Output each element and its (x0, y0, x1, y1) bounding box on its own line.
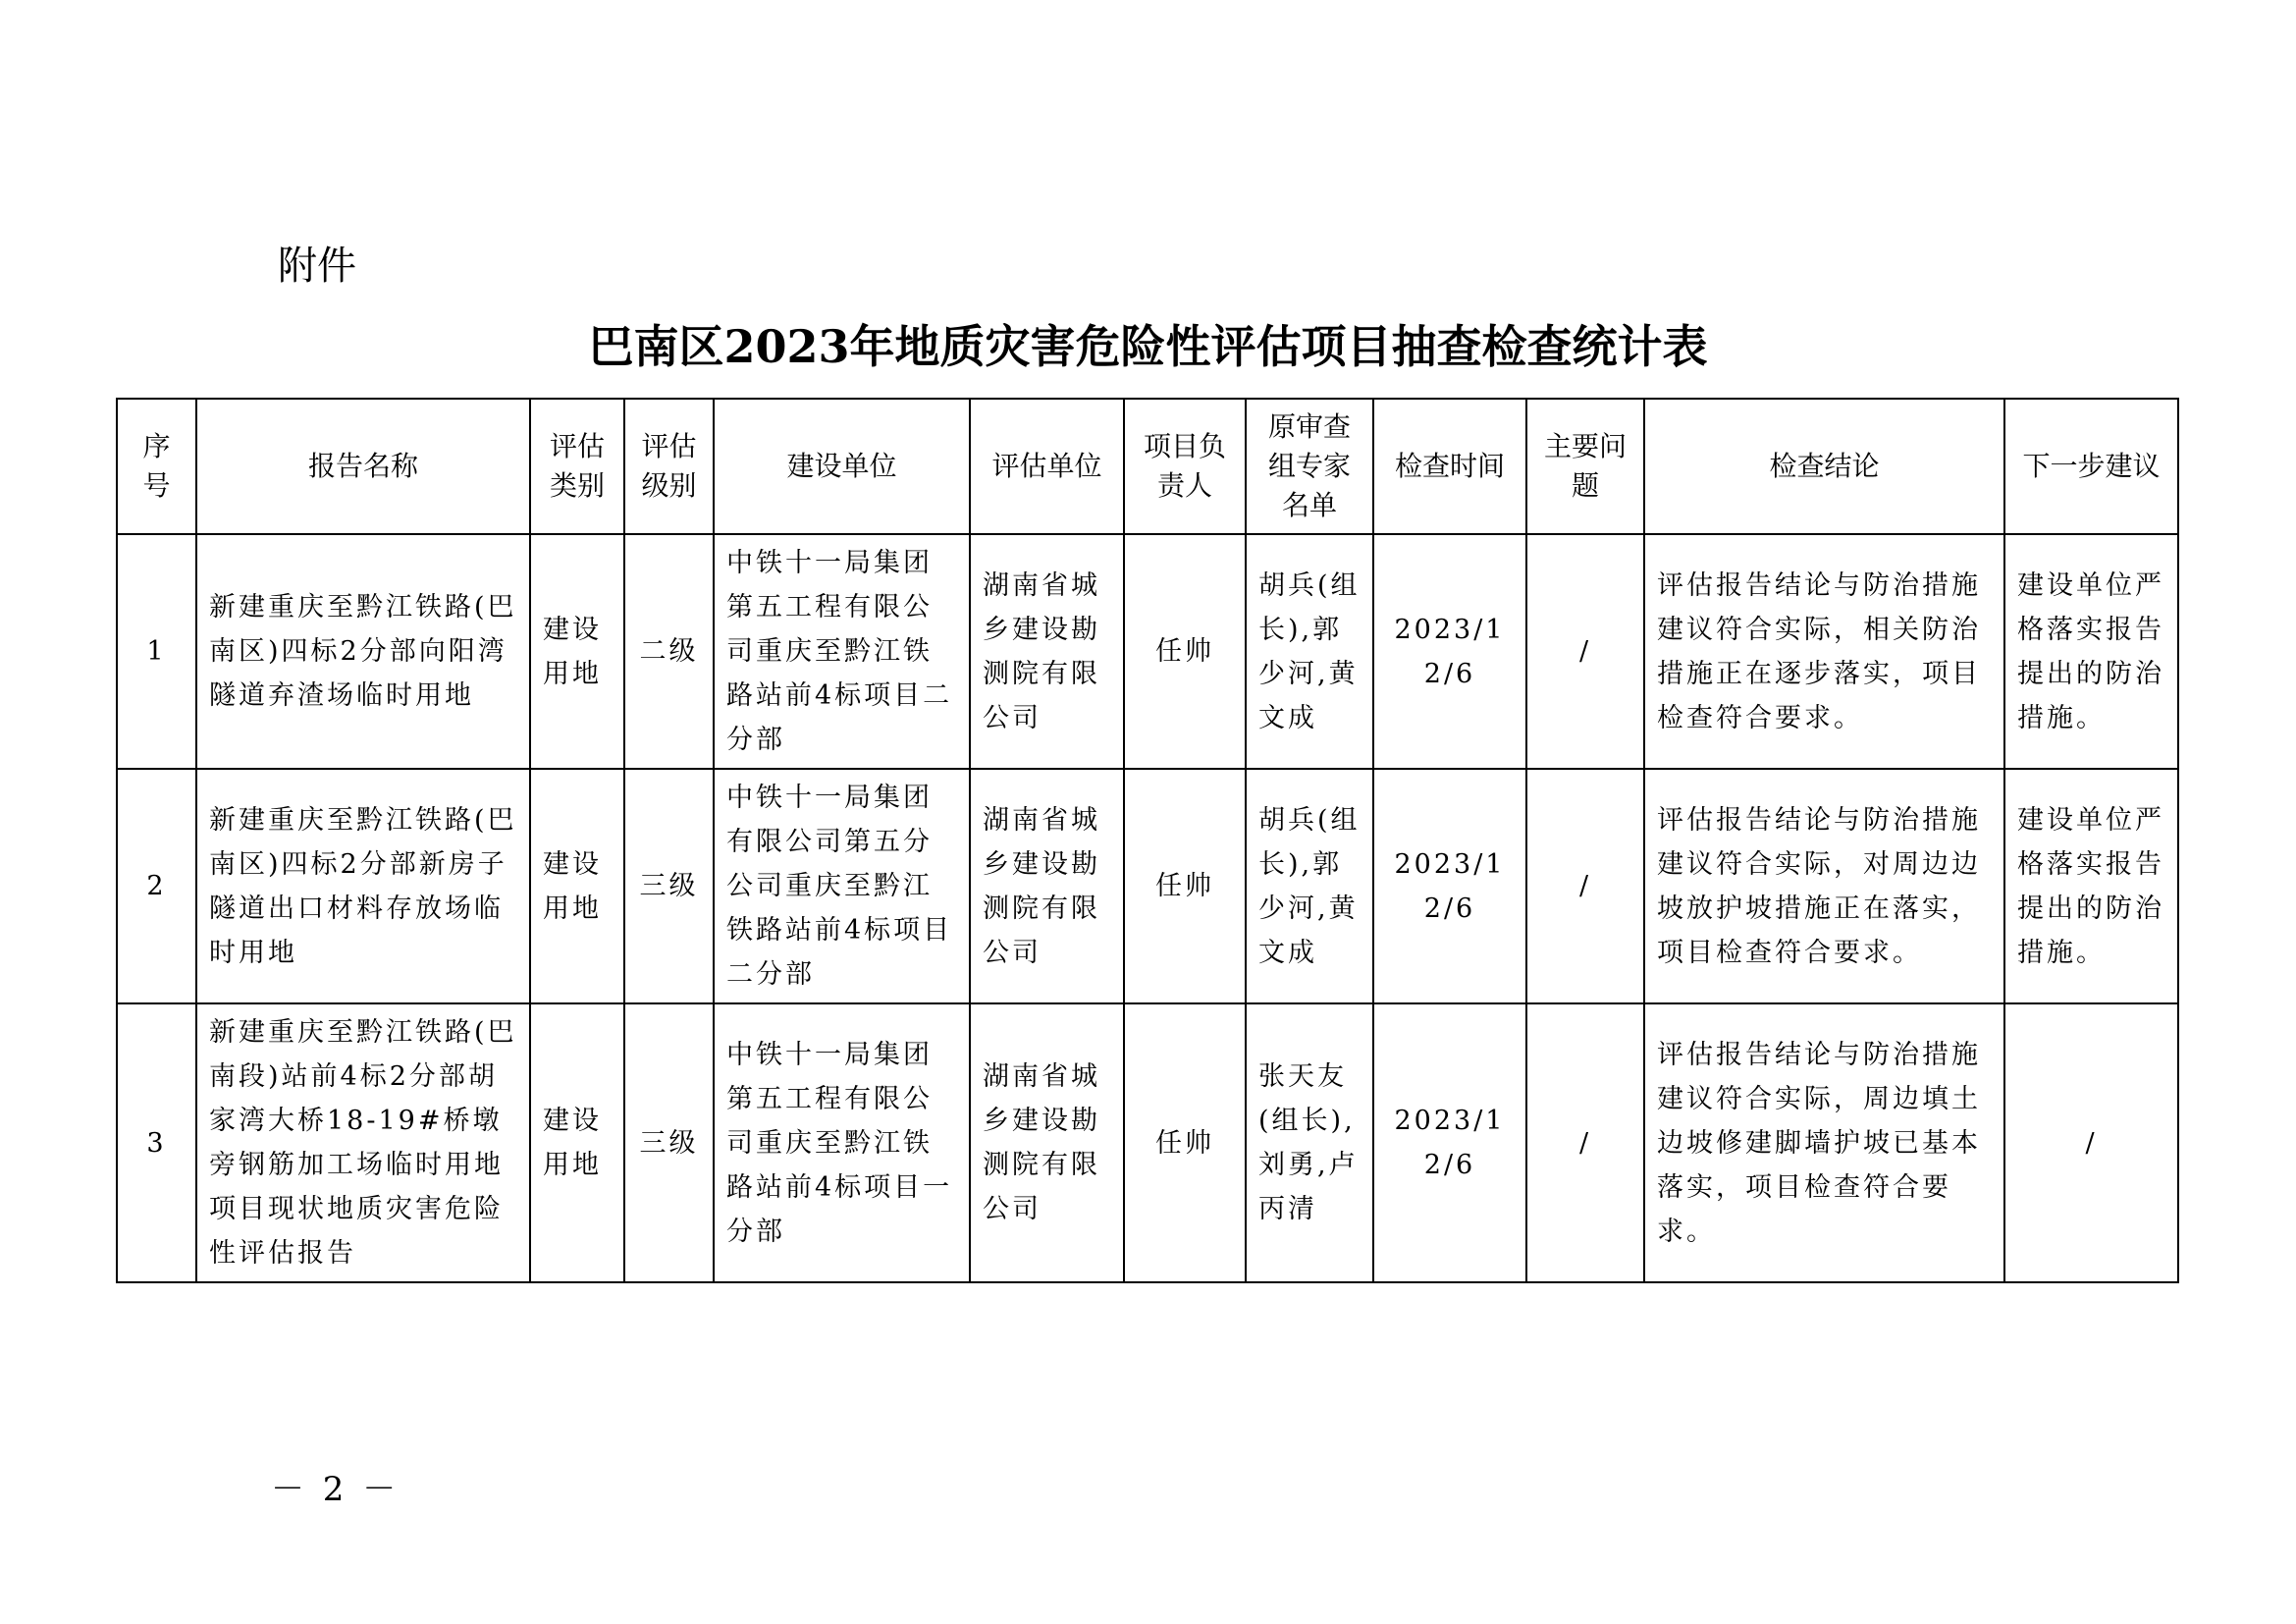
attachment-label: 附件 (278, 244, 356, 289)
cell-check-date: 2023/12/6 (1373, 1003, 1526, 1282)
cell-evaluation-unit: 湖南省城乡建设勘测院有限公司 (970, 769, 1124, 1003)
cell-main-issues: / (1526, 769, 1644, 1003)
header-check-date: 检查时间 (1373, 399, 1526, 534)
header-review-experts: 原审查组专家名单 (1246, 399, 1373, 534)
cell-report-name: 新建重庆至黔江铁路(巴南区)四标2分部向阳湾隧道弃渣场临时用地 (196, 534, 530, 769)
cell-seq: 1 (117, 534, 196, 769)
table-header-row (117, 399, 2178, 534)
cell-evaluation-unit: 湖南省城乡建设勘测院有限公司 (970, 1003, 1124, 1282)
cell-next-steps: 建设单位严格落实报告提出的防治措施。 (2004, 534, 2178, 769)
cell-project-lead: 任帅 (1124, 534, 1246, 769)
cell-project-lead: 任帅 (1124, 1003, 1246, 1282)
cell-report-name: 新建重庆至黔江铁路(巴南区)四标2分部新房子隧道出口材料存放场临时用地 (196, 769, 530, 1003)
table-row (117, 534, 2178, 769)
header-main-issues: 主要问题 (1526, 399, 1644, 534)
cell-eval-type: 建设用地 (530, 534, 624, 769)
cell-check-date: 2023/12/6 (1373, 534, 1526, 769)
cell-eval-level: 三级 (624, 1003, 714, 1282)
cell-project-lead: 任帅 (1124, 769, 1246, 1003)
cell-next-steps: 建设单位严格落实报告提出的防治措施。 (2004, 769, 2178, 1003)
header-next-steps: 下一步建议 (2004, 399, 2178, 534)
cell-check-date: 2023/12/6 (1373, 769, 1526, 1003)
cell-review-experts: 胡兵(组长),郭少河,黄文成 (1246, 769, 1373, 1003)
header-conclusion: 检查结论 (1644, 399, 2004, 534)
cell-conclusion: 评估报告结论与防治措施建议符合实际，相关防治措施正在逐步落实，项目检查符合要求。 (1644, 534, 2004, 769)
cell-seq: 2 (117, 769, 196, 1003)
cell-review-experts: 胡兵(组长),郭少河,黄文成 (1246, 534, 1373, 769)
cell-main-issues: / (1526, 1003, 1644, 1282)
table-row (117, 769, 2178, 1003)
header-eval-type: 评估类别 (530, 399, 624, 534)
page-number: － 2 － (271, 1470, 400, 1509)
header-seq: 序号 (117, 399, 196, 534)
cell-report-name: 新建重庆至黔江铁路(巴南段)站前4标2分部胡家湾大桥18-19#桥墩旁钢筋加工场临时用地项目现状地质灾害危险性评估报告 (196, 1003, 530, 1282)
header-evaluation-unit: 评估单位 (970, 399, 1124, 534)
header-construction-unit: 建设单位 (714, 399, 970, 534)
inspection-statistics-table (116, 398, 2179, 1283)
document-title: 巴南区2023年地质灾害危险性评估项目抽查检查统计表 (588, 320, 1708, 373)
cell-construction-unit: 中铁十一局集团第五工程有限公司重庆至黔江铁路站前4标项目二分部 (714, 534, 970, 769)
table-row (117, 1003, 2178, 1282)
header-report-name: 报告名称 (196, 399, 530, 534)
header-project-lead: 项目负责人 (1124, 399, 1246, 534)
cell-eval-type: 建设用地 (530, 769, 624, 1003)
cell-eval-level: 三级 (624, 769, 714, 1003)
cell-evaluation-unit: 湖南省城乡建设勘测院有限公司 (970, 534, 1124, 769)
cell-construction-unit: 中铁十一局集团第五工程有限公司重庆至黔江铁路站前4标项目一分部 (714, 1003, 970, 1282)
cell-seq: 3 (117, 1003, 196, 1282)
cell-construction-unit: 中铁十一局集团有限公司第五分公司重庆至黔江铁路站前4标项目二分部 (714, 769, 970, 1003)
header-eval-level: 评估级别 (624, 399, 714, 534)
cell-conclusion: 评估报告结论与防治措施建议符合实际，周边填土边坡修建脚墙护坡已基本落实，项目检查符合要求。 (1644, 1003, 2004, 1282)
cell-conclusion: 评估报告结论与防治措施建议符合实际，对周边边坡放护坡措施正在落实，项目检查符合要求。 (1644, 769, 2004, 1003)
cell-main-issues: / (1526, 534, 1644, 769)
cell-next-steps: / (2004, 1003, 2178, 1282)
cell-eval-level: 二级 (624, 534, 714, 769)
cell-review-experts: 张天友(组长),刘勇,卢丙清 (1246, 1003, 1373, 1282)
cell-eval-type: 建设用地 (530, 1003, 624, 1282)
